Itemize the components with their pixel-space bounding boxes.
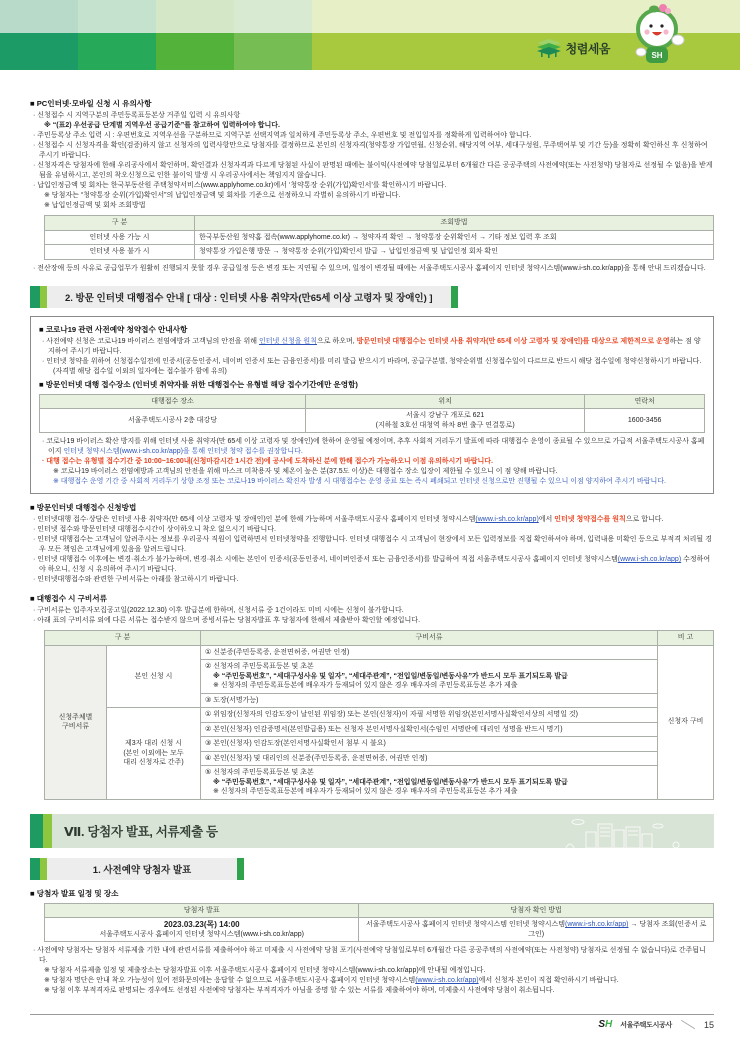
banner-top-blocks (0, 0, 740, 33)
notice-line: · 신청접수 시 신청자격을 확인(검증)하지 않고 신청자의 입력사항만으로 당첨자를 결정하므로 본인의 신청자격(청약통장 가입연월, 신청순위, 해당지역 여부, 세대구성원, 무주택여부 및 기간 등)을 정확히 확인하신 후 신청하여 주시기 바랍니다. (33, 142, 708, 159)
cell (359, 918, 714, 942)
table-row (45, 230, 714, 245)
notice-line: · 인터넷 접수와 방문인터넷 대행접수시간이 상이하오니 착오 없으시기 바랍니다. (33, 526, 276, 533)
notice-line: · 신청접수 시 지역구분의 주민등록표등본상 거주일 입력 시 유의사항 (33, 112, 241, 119)
banner-bar-right (451, 286, 458, 308)
table-row (40, 409, 705, 433)
skyline-illustration (526, 818, 706, 848)
text-seg: 에서 신청자 본인이 직접 확인하시기 바랍니다. (478, 977, 619, 984)
col-header: 대행접수 장소 (40, 394, 306, 409)
notice-line (39, 337, 705, 357)
link-text[interactable]: 인터넷 신청을 원칙 (258, 337, 317, 345)
cell: ② 본인(신청자) 인감증명서(본인발급용) 또는 신청자 본인서명사실확인서(수임인 서명란에 대리인 성명을 반드시 명기) (201, 722, 658, 737)
group-cell (45, 645, 107, 799)
inquiry-method-table (44, 215, 714, 260)
cell: 인터넷 사용 불가 시 (45, 245, 195, 260)
notice-line: · 신청자격은 당첨자에 한해 우리공사에서 확인하며, 확인결과 신청자격과 다르게 당첨된 사실이 판명된 때에는 불이익(사전예약 당첨일로부터 6개월간 다른 공공주택의 사전예약(또는 사전청약) 당첨자로 선정될 수 없음)을 받게 됨을 유념하시고, 본인의 착오신청으로 인한 불이익 발생 시 우리공사에서는 책임지지 않습니다. (33, 162, 713, 179)
section2-banner (30, 286, 714, 308)
corona-notice-box (30, 316, 714, 495)
col-header: 구 분 (45, 631, 201, 646)
notice-line: · 구비서류는 입주자모집공고일(2022.12.30) 이후 발급분에 한하며, 신청서류 중 1건이라도 미비 시에는 신청이 불가합니다. (33, 607, 404, 614)
cell: 서울주택도시공사 2층 대강당 (40, 409, 306, 433)
notice-line: · 주민등록상 주소 입력 시 : 우편번호로 지역우선을 구분하므로 지역구분 선택지역과 일치하게 주민등록상 주소, 우편번호 및 전입일자를 정확하게 입력하여야 합니다. (33, 132, 532, 139)
doc-line: ※ “주민등록번호”, “세대구성사유 및 일자”, “세대주관계”, “전입일/변동일/변동사유”가 반드시 모두 표기되도록 발급 (213, 778, 568, 786)
cell: ④ 본인(신청자) 및 대리인의 신분증(주민등록증, 운전면허증, 여권만 인정) (201, 751, 658, 766)
address-line: (지하철 3호선 대청역 하차 8번 출구 연결통로) (375, 421, 515, 429)
col-header: 위치 (306, 394, 585, 409)
banner-bar-lime (40, 286, 47, 308)
logo-s: S (598, 1019, 606, 1030)
col-header: 구비서류 (201, 631, 658, 646)
banner-bottom-blocks (0, 33, 740, 70)
text-seg: 으로 합니다. (625, 516, 664, 523)
section7-title: Ⅶ. 당첨자 발표, 서류제출 등 (64, 824, 218, 839)
mascot-icon (630, 4, 688, 68)
notice-line: ※ 납입인정금액 및 회차 조회방법 (44, 202, 146, 209)
doc-line: ※ 신청자의 주민등록표등본에 배우자가 등재되어 있지 않은 경우 배우자의 주민등록표등본 추가 제출 (213, 788, 518, 795)
visit-place-title: ■ 방문인터넷 대행 접수장소 (인터넷 취약자를 위한 대행접수는 유형별 해당 접수기간에만 운영함) (39, 379, 358, 389)
header-banner (0, 0, 740, 70)
banner-bar-lime (40, 858, 47, 880)
subgroup-label: 제3자 대리 신청 시 (124, 740, 183, 747)
text-seg: · 인터넷대행 접수·상담은 인터넷 사용 취약자(만 65세 이상 고령자 및 장애인)인 분에 한해 가능하며 서울주택도시공사 홈페이지 인터넷 청약시스템 (33, 516, 476, 523)
notice-line: ※ 당첨자는 “청약통장 순위(가입)확인서”의 납입인정금액 및 회차를 기준으로 선정하오니 각별히 유의하시기 바랍니다. (44, 192, 401, 199)
alert-text: 방문인터넷 대행접수는 인터넷 사용 취약자(만 65세 이상 고령자 및 장애인)를 대상으로 제한적으로 운영 (356, 337, 670, 345)
documents-table (44, 630, 714, 800)
cell (201, 766, 658, 800)
text-seg: → 당첨자 조회(인증서 로그인) (528, 921, 707, 938)
subsection1-banner (30, 858, 714, 880)
cell: 한국부동산원 청약홈 접속(www.applyhome.co.kr) → 청약자격 확인 → 청약통장 순위확인서 → 기타 정보 입력 후 조회 (195, 230, 714, 245)
col-header: 조회방법 (195, 216, 714, 231)
notice-line: · 전산장애 등의 사유로 공급업무가 원활히 진행되지 못할 경우 공급일정 등은 변경 또는 지연될 수 있으며, 일정이 변경될 때에는 서울주택도시공사 홈페이지 인터넷 청약시스템(www.i-sh.co.kr/app)을 통해 안내 드리겠습니다. (33, 264, 706, 272)
notice-line: ※ 코로나19 바이러스 전염예방과 고객님의 안전을 위해 마스크 미착용자 및 체온이 높은 분(37.5도 이상)은 대행접수 장소 입장이 제한될 수 있으니 이 점 양해 바랍니다. (53, 468, 558, 475)
cell: ③ 본인(신청자) 인감도장(본인서명사실확인서 첨부 시 불요) (201, 737, 658, 752)
group-label: 신청주체별 (58, 713, 93, 721)
mascot-chest-label: SH (651, 51, 663, 60)
notice-line: (자격별 해당 접수일 이외의 일자에는 접수불가 함에 유의) (53, 367, 227, 375)
winner-announce-table (44, 903, 714, 943)
page-footer (30, 1014, 714, 1030)
cell: 청약통장 가입은행 방문 → 청약통장 순위(가입)확인서 발급 → 납입인정금액 및 납입인정 회차 확인 (195, 245, 714, 260)
notice-line: · 인터넷 대행접수는 고객님이 알려주시는 정보를 우리공사 직원이 입력하면서 인터넷청약을 진행합니다. 인터넷 대행접수 시 고객님이 현장에서 모든 입력정보를 직접 확인하셔야 하며, 입력내용 미확인 등으로 부적격 처리될 경우 모든 책임은 고객님에게 있음을 알려드립니다. (33, 536, 712, 553)
banner-bar-lime (43, 814, 52, 848)
visit-place-table (39, 394, 705, 434)
banner-bar-right (237, 858, 244, 880)
cell: ③ 도장(서명가능) (201, 693, 658, 708)
table-row (45, 245, 714, 260)
document-body (0, 70, 740, 996)
notice-line: ※ 당첨 이후 부적격자로 판명되는 경우에도 선정된 사전예약 당첨자는 부적격자가 아님을 증명 할 수 있는 서류를 제출하여야 하며, 미제출시 사전예약 당첨이 취소됩니다. (44, 987, 555, 994)
cell: ① 신분증(주민등록증, 운전면허증, 여권만 인정) (201, 645, 658, 660)
method-title: ■ 방문인터넷 대행접수 신청방법 (30, 503, 137, 512)
notice-line: · 아래 표의 구비서류 외에 다른 서류는 접수받지 않으며 증빙서류는 당첨자발표 후 당첨자에 한해서 제출받아 확인할 예정입니다. (33, 617, 421, 624)
link-text[interactable]: (www.i-sh.co.kr/app) (475, 516, 539, 523)
alert-line: · 대행 접수는 유형별 접수기간 중 10:00~16:00내(신청마감시간 1시간 전)에 공사에 도착하신 분에 한해 접수가 가능하오니 이점 유의하시기 바랍니다. (42, 458, 493, 465)
badge-label: 청렴세움 (565, 41, 610, 56)
notice-line: ※ “(표2) 우선공급 단계별 지역우선 공급기준”를 참고하여 입력하여야 합니다. (44, 122, 280, 129)
text-seg: 에서 (538, 516, 555, 523)
page-number: 15 (703, 1019, 714, 1030)
subsection1-heading: 1. 사전예약 당첨자 발표 (47, 858, 237, 880)
notice-line: · 납입인정금액 및 회차는 한국부동산원 주택청약서비스(www.applyhome.co.kr)에서 ‘청약통장 순위(가입)확인서’를 확인하시기 바랍니다. (33, 182, 447, 189)
cell (201, 660, 658, 694)
link-text[interactable]: (www.i-sh.co.kr/app) (565, 921, 629, 928)
link-text[interactable]: (www.i-sh.co.kr/app) (617, 556, 682, 563)
notice-line: · 인터넷 청약을 위하여 신청접수일전에 인증서(공동인증서, 네이버 인증서 또는 금융인증서)를 미리 발급 받으시기 바라며, 공급구분별, 청약순위별 신청접수일이 다르므로 반드시 해당 접수일에 청약신청하시기 바랍니다. (42, 357, 702, 365)
col-header: 연락처 (585, 394, 705, 409)
doc-line: ※ “주민등록번호”, “세대구성사유 및 일자”, “세대주관계”, “전입일/변동일/변동사유”가 반드시 모두 표기되도록 발급 (213, 672, 568, 680)
docs-title: ■ 대행접수 시 구비서류 (30, 594, 107, 603)
text-seg: · 사전예약 신청은 코로나19 바이러스 전염예방과 고객님의 안전을 위해 (42, 337, 259, 345)
sh-logo (598, 1019, 612, 1030)
subgroup-cell: 본인 신청 시 (107, 645, 201, 708)
col-header: 당첨자 발표 (45, 903, 359, 918)
divider-line (681, 1020, 695, 1029)
building-icon (536, 38, 562, 58)
banner-bar-dark (30, 858, 40, 880)
section7-banner (30, 814, 714, 848)
cell: 인터넷 사용 가능 시 (45, 230, 195, 245)
announce-place: 서울주택도시공사 홈페이지 인터넷 청약시스템(www.i-sh.co.kr/app) (99, 930, 304, 938)
cell: ① 위임장(신청자의 인감도장이 날인된 위임장) 또는 본인(신청자)이 자필 서명한 위임장(본인서명사실확인서상의 서명일 것) (201, 708, 658, 723)
logo-h: H (605, 1019, 613, 1030)
cell (45, 918, 359, 942)
notice-line: ※ 당첨자 서류제출 일정 및 제출장소는 당첨자발표 이후 서울주택도시공사 홈페이지 인터넷 청약시스템(www.i-sh.co.kr/app)에 안내될 예정입니다. (44, 967, 486, 974)
text-seg: · 코로나19 바이러스 확산 방지를 위해 인터넷 사용 취약자(만 65세 이상 고령자 및 장애인)에 한하여 운영될 예정이며, 추후 사회적 거리두기 발표에 따라 대행접수 운영이 종료될 수 있으므로 가급적 서울주택도시공사 홈페이지 (42, 438, 705, 455)
table-row (45, 918, 714, 942)
banner-bar-dark (30, 286, 40, 308)
link-text[interactable]: 인터넷 청약시스템(www.i-sh.co.kr/app)을 통해 인터넷 청약 접수를 권장합니다. (63, 448, 303, 455)
text-seg: 수정하여야 하오니, 신청 시 유의하여 주시기 바랍니다. (39, 556, 711, 573)
text-seg: 으로 하오며, (316, 337, 357, 345)
subgroup-label: (본인 이외에는 모두 (123, 749, 184, 757)
table-row (45, 645, 714, 660)
announce-date: 2023.03.23(목) 14:00 (163, 920, 240, 929)
integrity-badge (536, 38, 610, 58)
text-seg: 서울주택도시공사 홈페이지 인터넷 청약시스템 인터넷 청약시스템 (365, 921, 566, 928)
subgroup-cell (107, 708, 201, 800)
text-seg: 하는 점 양지하여 주시기 바랍니다. (48, 337, 701, 355)
corona-title: ■ 코로나19 관련 사전예약 청약접수 안내사항 (39, 324, 188, 334)
doc-line: ⑤ 신청자의 주민등록표등본 및 초본 (205, 769, 314, 776)
col-header: 당첨자 확인 방법 (359, 903, 714, 918)
banner-bar-dark (30, 814, 43, 848)
notice-line: ※ 대행접수 운영 기간 중 사회적 거리두기 상향 조정 또는 코로나19 바이러스 확진자 발생 시 대행접수는 운영 종료 또는 즉시 폐쇄되고 인터넷 신청으로만 진행될 수 있으니 이점 양지하여 주시기 바랍니다. (53, 478, 666, 485)
pc-notice-title: ■ PC인터넷·모바일 신청 시 유의사항 (30, 99, 152, 108)
link-text[interactable]: (www.i-sh.co.kr/app) (415, 977, 479, 984)
table-row (45, 708, 714, 723)
phone-cell: 1600-3456 (585, 409, 705, 433)
doc-line: ② 신청자의 주민등록표등본 및 초본 (205, 663, 314, 670)
remark-cell: 신청자 구비 (658, 645, 714, 799)
section2-heading: 2. 방문 인터넷 대행접수 안내 [ 대상 : 인터넷 사용 취약자(만65세 이상 고령자 및 장애인) ] (47, 286, 451, 308)
text-seg: · 인터넷 대행접수 이후에는 변경·취소가 불가능하며, 변경·취소 시에는 본인이 인증서(공동인증서, 네이버인증서 또는 금융인증서)를 발급하여 직접 서울주택도시공사 홈페이지 인터넷 청약시스템 (33, 556, 618, 563)
col-header: 비 고 (658, 631, 714, 646)
agency-name: 서울주택도시공사 (620, 1021, 672, 1029)
notice-line (30, 976, 714, 986)
notice-line: · 인터넷대행접수와 관련한 구비서류는 아래를 참고하시기 바랍니다. (33, 576, 239, 583)
mascot-character (630, 4, 688, 73)
alert-text: 인터넷 청약접수를 원칙 (554, 516, 626, 523)
col-header: 구 분 (45, 216, 195, 231)
announce-title: ■ 당첨자 발표 일정 및 장소 (30, 888, 119, 898)
notice-line (39, 437, 705, 457)
notice-line: · 사전예약 당첨자는 당첨자 서류제출 기한 내에 관련서류를 제출하여야 하고 미제출 시 사전예약 당첨 포기(사전예약 당첨일로부터 6개월간 다른 공공주택의 사전예약(또는 사전청약) 당첨자로 선정될 수 없습니다)로 간주됩니다. (33, 947, 706, 964)
notice-line (30, 515, 714, 525)
notice-line (30, 555, 714, 575)
doc-line: ※ 신청자의 주민등록표등본에 배우자가 등재되어 있지 않은 경우 배우자의 주민등록표등본 추가 제출 (213, 682, 518, 689)
cell (306, 409, 585, 433)
group-label: 구비서류 (61, 723, 90, 730)
text-seg: ※ 당첨자 명단은 안내 착오 가능성이 있어 전화문의에는 응답할 수 없으므로 서울주택도시공사 홈페이지 인터넷 청약시스템 (44, 977, 416, 984)
subgroup-label: 대리 신청자로 간주) (123, 759, 184, 766)
address-line: 서울시 강남구 개포로 621 (405, 412, 485, 419)
